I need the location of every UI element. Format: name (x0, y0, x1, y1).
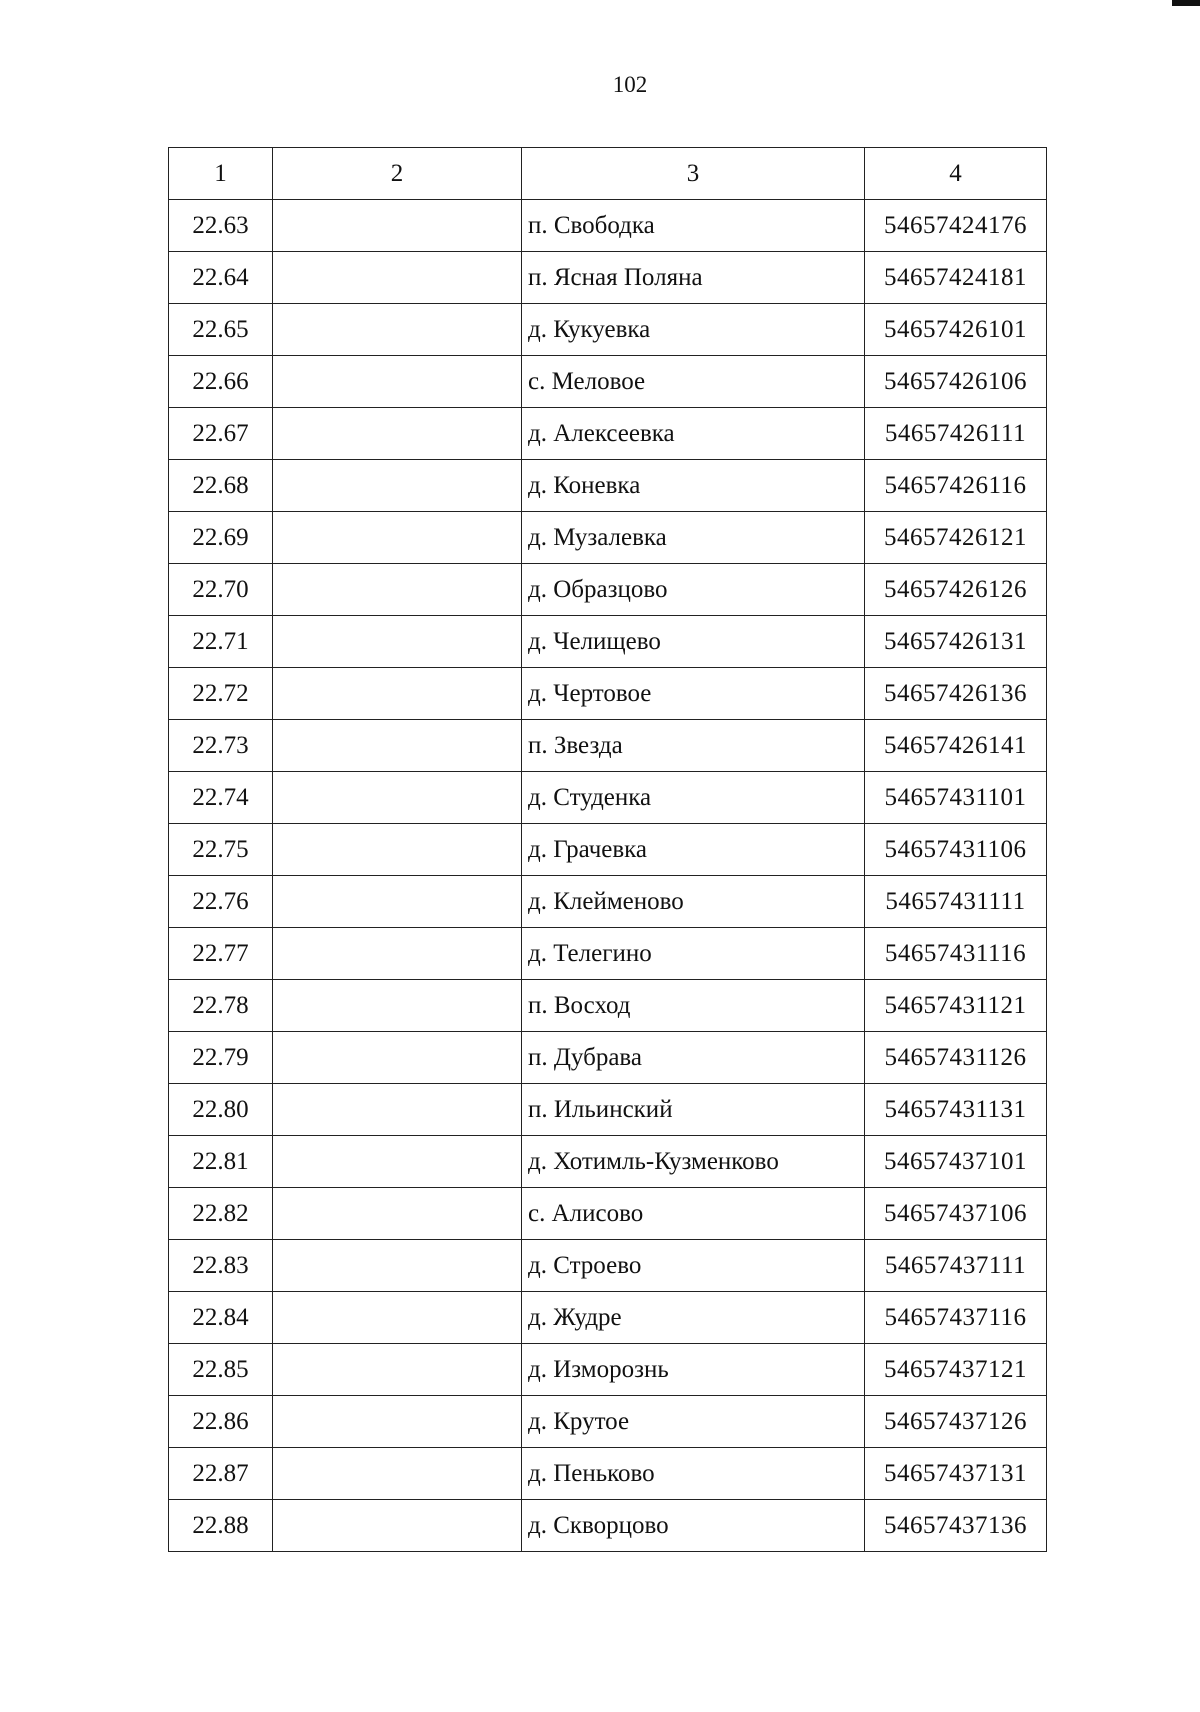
settlement-name: д. Чертовое (528, 679, 652, 707)
table-row (169, 1292, 1047, 1344)
settlement-name-cell (522, 1240, 865, 1292)
table-row (169, 460, 1047, 512)
column-header-4: 4 (865, 148, 1047, 200)
row-number-cell: 22.75 (169, 824, 273, 876)
settlement-name: п. Свободка (528, 211, 655, 239)
settlement-name-cell (522, 720, 865, 772)
empty-cell (273, 408, 522, 460)
oktmo-code-cell: 54657437126 (865, 1396, 1047, 1448)
settlement-name: д. Телегино (528, 939, 652, 967)
table-row (169, 1448, 1047, 1500)
empty-cell (273, 928, 522, 980)
empty-cell (273, 1448, 522, 1500)
settlement-name: д. Хотимль-Кузменково (528, 1147, 779, 1175)
settlement-name: д. Алексеевка (528, 419, 675, 447)
settlement-name-cell (522, 1396, 865, 1448)
table-row (169, 720, 1047, 772)
empty-cell (273, 616, 522, 668)
row-number-cell: 22.69 (169, 512, 273, 564)
row-number-cell: 22.63 (169, 200, 273, 252)
table-row (169, 1344, 1047, 1396)
oktmo-code-cell: 54657426116 (865, 460, 1047, 512)
settlement-name-cell (522, 564, 865, 616)
table-row (169, 564, 1047, 616)
empty-cell (273, 356, 522, 408)
settlement-name: д. Челищево (528, 627, 661, 655)
oktmo-code-cell: 54657424176 (865, 200, 1047, 252)
settlement-name: д. Скворцово (528, 1511, 669, 1539)
column-header-1: 1 (169, 148, 273, 200)
empty-cell (273, 1188, 522, 1240)
table-row (169, 356, 1047, 408)
empty-cell (273, 252, 522, 304)
settlement-name: д. Коневка (528, 471, 641, 499)
empty-cell (273, 304, 522, 356)
settlement-name-cell (522, 460, 865, 512)
table-row (169, 1500, 1047, 1552)
settlement-name-cell (522, 356, 865, 408)
empty-cell (273, 1032, 522, 1084)
column-header-3: 3 (522, 148, 865, 200)
oktmo-code-cell: 54657426121 (865, 512, 1047, 564)
settlement-name: д. Музалевка (528, 523, 667, 551)
table-body (169, 200, 1047, 1552)
oktmo-code-cell: 54657426101 (865, 304, 1047, 356)
row-number-cell: 22.78 (169, 980, 273, 1032)
settlement-name: д. Грачевка (528, 835, 648, 863)
settlement-name: д. Образцово (528, 575, 668, 603)
row-number-cell: 22.66 (169, 356, 273, 408)
empty-cell (273, 980, 522, 1032)
settlement-name: д. Крутое (528, 1407, 630, 1435)
empty-cell (273, 1500, 522, 1552)
table-row (169, 876, 1047, 928)
empty-cell (273, 512, 522, 564)
oktmo-code-cell: 54657431126 (865, 1032, 1047, 1084)
oktmo-code-cell: 54657437136 (865, 1500, 1047, 1552)
table-row (169, 668, 1047, 720)
settlement-name: д. Кукуевка (528, 315, 651, 343)
settlement-name: д. Строево (528, 1251, 642, 1279)
empty-cell (273, 564, 522, 616)
empty-cell (273, 876, 522, 928)
row-number-cell: 22.81 (169, 1136, 273, 1188)
settlement-name: п. Дубрава (528, 1043, 642, 1071)
settlement-name-cell (522, 252, 865, 304)
settlement-name-cell (522, 1084, 865, 1136)
oktmo-code-cell: 54657431111 (865, 876, 1047, 928)
row-number-cell: 22.76 (169, 876, 273, 928)
table-row (169, 252, 1047, 304)
oktmo-code-cell: 54657437106 (865, 1188, 1047, 1240)
oktmo-code-cell: 54657437111 (865, 1240, 1047, 1292)
empty-cell (273, 1292, 522, 1344)
oktmo-code-cell: 54657426111 (865, 408, 1047, 460)
settlement-table (168, 147, 1047, 1552)
oktmo-code-cell: 54657426106 (865, 356, 1047, 408)
settlement-name-cell (522, 512, 865, 564)
oktmo-code-cell: 54657437101 (865, 1136, 1047, 1188)
corner-mark (1172, 0, 1200, 6)
empty-cell (273, 772, 522, 824)
oktmo-code-cell: 54657426136 (865, 668, 1047, 720)
row-number-cell: 22.68 (169, 460, 273, 512)
oktmo-code-cell: 54657426131 (865, 616, 1047, 668)
settlement-name: д. Пеньково (528, 1459, 655, 1487)
row-number-cell: 22.74 (169, 772, 273, 824)
table-row (169, 200, 1047, 252)
table-row (169, 772, 1047, 824)
table-row (169, 512, 1047, 564)
row-number-cell: 22.67 (169, 408, 273, 460)
table-row (169, 616, 1047, 668)
row-number-cell: 22.86 (169, 1396, 273, 1448)
settlement-name-cell (522, 1136, 865, 1188)
oktmo-code-cell: 54657431131 (865, 1084, 1047, 1136)
row-number-cell: 22.88 (169, 1500, 273, 1552)
row-number-cell: 22.64 (169, 252, 273, 304)
empty-cell (273, 824, 522, 876)
empty-cell (273, 668, 522, 720)
settlement-name-cell (522, 928, 865, 980)
table-row (169, 980, 1047, 1032)
settlement-name-cell (522, 1292, 865, 1344)
settlement-name: с. Меловое (528, 367, 646, 395)
settlement-name: д. Жудре (528, 1303, 622, 1331)
row-number-cell: 22.79 (169, 1032, 273, 1084)
settlement-name: п. Восход (528, 991, 631, 1019)
table-row (169, 408, 1047, 460)
oktmo-code-cell: 54657426126 (865, 564, 1047, 616)
settlement-name-cell (522, 1032, 865, 1084)
table-row (169, 824, 1047, 876)
table-row (169, 1032, 1047, 1084)
settlement-name: п. Ясная Поляна (528, 263, 703, 291)
oktmo-code-cell: 54657437131 (865, 1448, 1047, 1500)
row-number-cell: 22.83 (169, 1240, 273, 1292)
oktmo-code-cell: 54657437116 (865, 1292, 1047, 1344)
oktmo-code-cell: 54657426141 (865, 720, 1047, 772)
column-header-2: 2 (273, 148, 522, 200)
row-number-cell: 22.80 (169, 1084, 273, 1136)
settlement-name: д. Клейменово (528, 887, 684, 915)
oktmo-code-cell: 54657431106 (865, 824, 1047, 876)
table-row (169, 1188, 1047, 1240)
settlement-name-cell (522, 304, 865, 356)
table-row (169, 1396, 1047, 1448)
oktmo-code-cell: 54657431116 (865, 928, 1047, 980)
oktmo-code-cell: 54657431101 (865, 772, 1047, 824)
settlement-name-cell (522, 408, 865, 460)
table-row (169, 928, 1047, 980)
settlement-name-cell (522, 876, 865, 928)
settlement-name-cell (522, 1344, 865, 1396)
table-row (169, 1084, 1047, 1136)
settlement-name: п. Звезда (528, 731, 623, 759)
empty-cell (273, 1240, 522, 1292)
row-number-cell: 22.70 (169, 564, 273, 616)
settlement-name-cell (522, 668, 865, 720)
row-number-cell: 22.65 (169, 304, 273, 356)
row-number-cell: 22.71 (169, 616, 273, 668)
table-header-row (169, 148, 1047, 200)
settlement-name: п. Ильинский (528, 1095, 673, 1123)
row-number-cell: 22.73 (169, 720, 273, 772)
settlement-name-cell (522, 616, 865, 668)
oktmo-code-cell: 54657437121 (865, 1344, 1047, 1396)
empty-cell (273, 200, 522, 252)
row-number-cell: 22.72 (169, 668, 273, 720)
settlement-name-cell (522, 200, 865, 252)
row-number-cell: 22.87 (169, 1448, 273, 1500)
settlement-name: с. Алисово (528, 1199, 644, 1227)
oktmo-code-cell: 54657424181 (865, 252, 1047, 304)
empty-cell (273, 720, 522, 772)
settlement-name-cell (522, 772, 865, 824)
page-number: 102 (612, 72, 648, 97)
empty-cell (273, 1084, 522, 1136)
row-number-cell: 22.82 (169, 1188, 273, 1240)
settlement-name-cell (522, 980, 865, 1032)
empty-cell (273, 1136, 522, 1188)
settlement-name-cell (522, 1448, 865, 1500)
table-row (169, 1240, 1047, 1292)
row-number-cell: 22.84 (169, 1292, 273, 1344)
table-row (169, 304, 1047, 356)
settlement-name: д. Студенка (528, 783, 652, 811)
settlement-name-cell (522, 1500, 865, 1552)
oktmo-code-cell: 54657431121 (865, 980, 1047, 1032)
settlement-name-cell (522, 824, 865, 876)
settlement-name: д. Изморознь (528, 1355, 669, 1383)
empty-cell (273, 1396, 522, 1448)
row-number-cell: 22.77 (169, 928, 273, 980)
empty-cell (273, 460, 522, 512)
settlement-name-cell (522, 1188, 865, 1240)
table-row (169, 1136, 1047, 1188)
empty-cell (273, 1344, 522, 1396)
row-number-cell: 22.85 (169, 1344, 273, 1396)
